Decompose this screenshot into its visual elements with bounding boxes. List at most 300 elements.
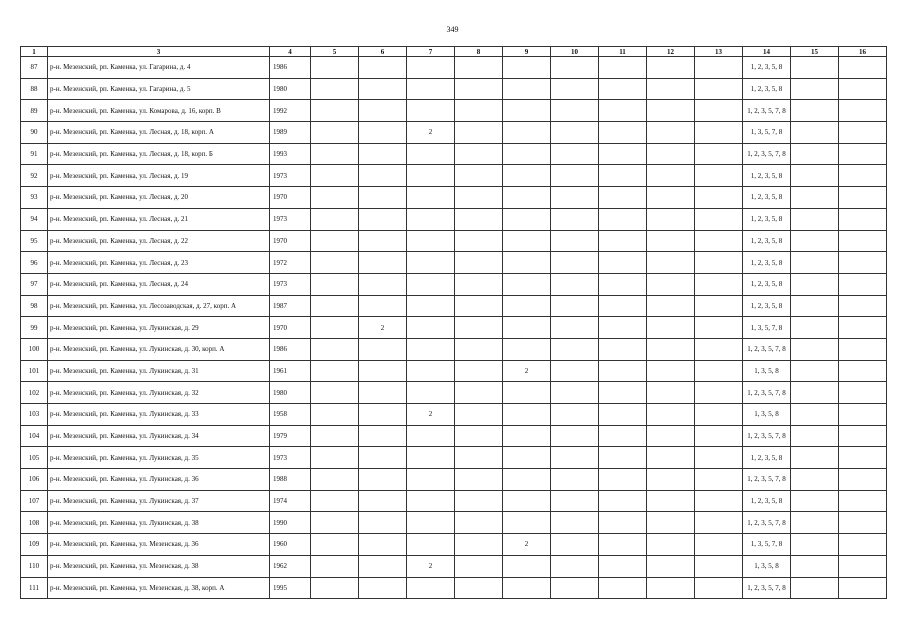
cell-c12 <box>647 555 695 577</box>
cell-c5 <box>311 490 359 512</box>
cell-c7 <box>407 512 455 534</box>
cell-c5 <box>311 165 359 187</box>
cell-c10 <box>551 295 599 317</box>
cell-c7 <box>407 295 455 317</box>
column-header-16: 16 <box>839 47 887 57</box>
cell-c13 <box>695 122 743 144</box>
cell-c6 <box>359 273 407 295</box>
cell-c11 <box>599 425 647 447</box>
cell-c16 <box>839 425 887 447</box>
cell-c14: 1, 2, 3, 5, 7, 8 <box>743 512 791 534</box>
cell-year: 1962 <box>270 555 311 577</box>
cell-c16 <box>839 469 887 491</box>
cell-c8 <box>455 512 503 534</box>
cell-c14: 1, 2, 3, 5, 7, 8 <box>743 143 791 165</box>
column-header-1: 1 <box>21 47 48 57</box>
cell-c16 <box>839 490 887 512</box>
cell-n: 104 <box>21 425 48 447</box>
column-header-8: 8 <box>455 47 503 57</box>
cell-c5 <box>311 187 359 209</box>
cell-c9 <box>503 425 551 447</box>
cell-c16 <box>839 143 887 165</box>
cell-c5 <box>311 208 359 230</box>
cell-c5 <box>311 534 359 556</box>
cell-c14: 1, 2, 3, 5, 8 <box>743 78 791 100</box>
cell-c13 <box>695 252 743 274</box>
cell-c7 <box>407 338 455 360</box>
table-row <box>21 187 887 209</box>
cell-c10 <box>551 230 599 252</box>
cell-c11 <box>599 230 647 252</box>
cell-year: 1973 <box>270 208 311 230</box>
cell-c11 <box>599 382 647 404</box>
cell-c13 <box>695 273 743 295</box>
cell-c14: 1, 2, 3, 5, 8 <box>743 208 791 230</box>
cell-c11 <box>599 57 647 79</box>
cell-c10 <box>551 187 599 209</box>
cell-c6 <box>359 555 407 577</box>
table-row <box>21 425 887 447</box>
table-row <box>21 577 887 599</box>
cell-year: 1986 <box>270 57 311 79</box>
cell-c16 <box>839 317 887 339</box>
cell-addr: р-н. Мезенский, рп. Каменка, ул. Лукинская, д. 37 <box>48 490 270 512</box>
table-row <box>21 404 887 426</box>
cell-c9 <box>503 469 551 491</box>
cell-addr: р-н. Мезенский, рп. Каменка, ул. Гагарина, д. 4 <box>48 57 270 79</box>
cell-c14: 1, 3, 5, 7, 8 <box>743 122 791 144</box>
cell-c9 <box>503 577 551 599</box>
cell-c9 <box>503 555 551 577</box>
cell-c11 <box>599 555 647 577</box>
cell-c12 <box>647 143 695 165</box>
cell-c16 <box>839 512 887 534</box>
cell-c7 <box>407 490 455 512</box>
cell-c5 <box>311 577 359 599</box>
cell-addr: р-н. Мезенский, рп. Каменка, ул. Лукинская, д. 36 <box>48 469 270 491</box>
cell-c10 <box>551 252 599 274</box>
cell-addr: р-н. Мезенский, рп. Каменка, ул. Лесная, д. 18, корп. А <box>48 122 270 144</box>
cell-c7 <box>407 165 455 187</box>
cell-n: 98 <box>21 295 48 317</box>
cell-n: 109 <box>21 534 48 556</box>
cell-c8 <box>455 317 503 339</box>
cell-c7 <box>407 187 455 209</box>
cell-c9: 2 <box>503 360 551 382</box>
cell-year: 1989 <box>270 122 311 144</box>
cell-c14: 1, 3, 5, 8 <box>743 555 791 577</box>
cell-n: 105 <box>21 447 48 469</box>
cell-addr: р-н. Мезенский, рп. Каменка, ул. Гагарина, д. 5 <box>48 78 270 100</box>
table-row <box>21 447 887 469</box>
cell-year: 1992 <box>270 100 311 122</box>
cell-c6 <box>359 100 407 122</box>
cell-c14: 1, 2, 3, 5, 7, 8 <box>743 382 791 404</box>
cell-c15 <box>791 382 839 404</box>
cell-c5 <box>311 447 359 469</box>
cell-addr: р-н. Мезенский, рп. Каменка, ул. Лесная, д. 24 <box>48 273 270 295</box>
cell-addr: р-н. Мезенский, рп. Каменка, ул. Мезенская, д. 38 <box>48 555 270 577</box>
cell-c14: 1, 3, 5, 7, 8 <box>743 317 791 339</box>
cell-c14: 1, 2, 3, 5, 8 <box>743 230 791 252</box>
cell-c7 <box>407 273 455 295</box>
cell-c13 <box>695 57 743 79</box>
cell-c13 <box>695 404 743 426</box>
cell-c10 <box>551 360 599 382</box>
cell-c5 <box>311 230 359 252</box>
cell-c16 <box>839 230 887 252</box>
cell-c11 <box>599 469 647 491</box>
cell-c5 <box>311 317 359 339</box>
table-row <box>21 512 887 534</box>
cell-c5 <box>311 78 359 100</box>
cell-c11 <box>599 100 647 122</box>
cell-c13 <box>695 295 743 317</box>
cell-c14: 1, 2, 3, 5, 8 <box>743 490 791 512</box>
cell-c6 <box>359 469 407 491</box>
cell-c10 <box>551 57 599 79</box>
cell-c7 <box>407 252 455 274</box>
cell-n: 100 <box>21 338 48 360</box>
cell-c5 <box>311 122 359 144</box>
cell-c8 <box>455 295 503 317</box>
cell-n: 106 <box>21 469 48 491</box>
cell-c12 <box>647 187 695 209</box>
table-body <box>21 57 887 599</box>
cell-c9: 2 <box>503 534 551 556</box>
column-header-13: 13 <box>695 47 743 57</box>
cell-c9 <box>503 273 551 295</box>
cell-c12 <box>647 273 695 295</box>
cell-c7 <box>407 100 455 122</box>
cell-c9 <box>503 78 551 100</box>
table-row <box>21 360 887 382</box>
cell-c6 <box>359 187 407 209</box>
cell-c6 <box>359 534 407 556</box>
cell-c5 <box>311 100 359 122</box>
cell-addr: р-н. Мезенский, рп. Каменка, ул. Лесная, д. 20 <box>48 187 270 209</box>
cell-c15 <box>791 230 839 252</box>
cell-c11 <box>599 252 647 274</box>
table-row <box>21 57 887 79</box>
cell-c13 <box>695 577 743 599</box>
table-row <box>21 469 887 491</box>
cell-c15 <box>791 447 839 469</box>
cell-year: 1973 <box>270 447 311 469</box>
cell-c11 <box>599 534 647 556</box>
cell-c7 <box>407 230 455 252</box>
cell-c11 <box>599 122 647 144</box>
cell-c9 <box>503 295 551 317</box>
cell-c8 <box>455 165 503 187</box>
cell-c13 <box>695 490 743 512</box>
cell-c5 <box>311 555 359 577</box>
cell-c16 <box>839 208 887 230</box>
cell-n: 90 <box>21 122 48 144</box>
cell-c5 <box>311 404 359 426</box>
cell-n: 89 <box>21 100 48 122</box>
cell-c15 <box>791 338 839 360</box>
cell-c7: 2 <box>407 122 455 144</box>
cell-c12 <box>647 360 695 382</box>
cell-c6 <box>359 78 407 100</box>
cell-c15 <box>791 404 839 426</box>
cell-c10 <box>551 555 599 577</box>
cell-c5 <box>311 295 359 317</box>
cell-c7 <box>407 317 455 339</box>
cell-c11 <box>599 143 647 165</box>
cell-year: 1986 <box>270 338 311 360</box>
cell-n: 88 <box>21 78 48 100</box>
cell-c11 <box>599 338 647 360</box>
cell-c10 <box>551 469 599 491</box>
cell-addr: р-н. Мезенский, рп. Каменка, ул. Лукинская, д. 29 <box>48 317 270 339</box>
cell-c9 <box>503 404 551 426</box>
cell-year: 1988 <box>270 469 311 491</box>
cell-c16 <box>839 165 887 187</box>
cell-c12 <box>647 208 695 230</box>
cell-c15 <box>791 317 839 339</box>
cell-c15 <box>791 252 839 274</box>
cell-c13 <box>695 534 743 556</box>
cell-c13 <box>695 230 743 252</box>
cell-c12 <box>647 490 695 512</box>
cell-c8 <box>455 252 503 274</box>
cell-c16 <box>839 577 887 599</box>
column-header-10: 10 <box>551 47 599 57</box>
cell-c15 <box>791 165 839 187</box>
cell-c13 <box>695 78 743 100</box>
cell-c10 <box>551 534 599 556</box>
cell-c13 <box>695 208 743 230</box>
cell-c13 <box>695 165 743 187</box>
table-row <box>21 100 887 122</box>
cell-c7 <box>407 425 455 447</box>
cell-c7 <box>407 534 455 556</box>
cell-c9 <box>503 100 551 122</box>
cell-c12 <box>647 165 695 187</box>
cell-c16 <box>839 273 887 295</box>
cell-c7 <box>407 57 455 79</box>
cell-n: 99 <box>21 317 48 339</box>
cell-c10 <box>551 122 599 144</box>
cell-year: 1973 <box>270 273 311 295</box>
cell-addr: р-н. Мезенский, рп. Каменка, ул. Лукинская, д. 34 <box>48 425 270 447</box>
cell-c13 <box>695 469 743 491</box>
cell-c16 <box>839 338 887 360</box>
column-header-3: 3 <box>48 47 270 57</box>
cell-c12 <box>647 382 695 404</box>
cell-c12 <box>647 338 695 360</box>
cell-year: 1979 <box>270 425 311 447</box>
cell-c10 <box>551 100 599 122</box>
cell-c6 <box>359 490 407 512</box>
cell-c11 <box>599 295 647 317</box>
cell-c15 <box>791 534 839 556</box>
cell-year: 1990 <box>270 512 311 534</box>
cell-c14: 1, 2, 3, 5, 8 <box>743 252 791 274</box>
cell-c7: 2 <box>407 555 455 577</box>
cell-c10 <box>551 404 599 426</box>
cell-c10 <box>551 143 599 165</box>
cell-c8 <box>455 382 503 404</box>
cell-n: 93 <box>21 187 48 209</box>
cell-year: 1980 <box>270 78 311 100</box>
table-row <box>21 208 887 230</box>
cell-n: 87 <box>21 57 48 79</box>
cell-c13 <box>695 100 743 122</box>
column-header-5: 5 <box>311 47 359 57</box>
cell-c6 <box>359 122 407 144</box>
cell-c6 <box>359 57 407 79</box>
cell-n: 95 <box>21 230 48 252</box>
cell-c10 <box>551 273 599 295</box>
cell-c14: 1, 2, 3, 5, 8 <box>743 447 791 469</box>
cell-c6 <box>359 165 407 187</box>
cell-c16 <box>839 122 887 144</box>
cell-c16 <box>839 187 887 209</box>
cell-n: 91 <box>21 143 48 165</box>
cell-c8 <box>455 208 503 230</box>
cell-c11 <box>599 447 647 469</box>
cell-c8 <box>455 469 503 491</box>
cell-year: 1970 <box>270 230 311 252</box>
cell-c13 <box>695 425 743 447</box>
cell-c16 <box>839 534 887 556</box>
cell-addr: р-н. Мезенский, рп. Каменка, ул. Мезенская, д. 38, корп. А <box>48 577 270 599</box>
cell-c11 <box>599 512 647 534</box>
cell-c8 <box>455 100 503 122</box>
column-header-12: 12 <box>647 47 695 57</box>
table-row <box>21 490 887 512</box>
cell-c5 <box>311 425 359 447</box>
cell-c14: 1, 2, 3, 5, 7, 8 <box>743 577 791 599</box>
cell-c8 <box>455 577 503 599</box>
cell-c15 <box>791 122 839 144</box>
cell-c15 <box>791 273 839 295</box>
cell-c6 <box>359 360 407 382</box>
cell-c7: 2 <box>407 404 455 426</box>
cell-c6 <box>359 425 407 447</box>
cell-c8 <box>455 187 503 209</box>
cell-c9 <box>503 57 551 79</box>
cell-addr: р-н. Мезенский, рп. Каменка, ул. Лукинская, д. 30, корп. А <box>48 338 270 360</box>
cell-c16 <box>839 295 887 317</box>
cell-c15 <box>791 425 839 447</box>
cell-c13 <box>695 555 743 577</box>
cell-c8 <box>455 534 503 556</box>
cell-c9 <box>503 143 551 165</box>
housing-table <box>20 46 887 599</box>
cell-c12 <box>647 57 695 79</box>
cell-c14: 1, 2, 3, 5, 8 <box>743 57 791 79</box>
cell-c12 <box>647 122 695 144</box>
cell-c10 <box>551 447 599 469</box>
cell-c8 <box>455 57 503 79</box>
cell-c12 <box>647 447 695 469</box>
table-row <box>21 143 887 165</box>
cell-c16 <box>839 404 887 426</box>
cell-c11 <box>599 273 647 295</box>
cell-c6 <box>359 230 407 252</box>
cell-c14: 1, 3, 5, 8 <box>743 404 791 426</box>
cell-c15 <box>791 187 839 209</box>
cell-c9 <box>503 122 551 144</box>
cell-c12 <box>647 404 695 426</box>
cell-c9 <box>503 252 551 274</box>
cell-c15 <box>791 512 839 534</box>
cell-c9 <box>503 317 551 339</box>
cell-c5 <box>311 143 359 165</box>
cell-c9 <box>503 187 551 209</box>
cell-c13 <box>695 382 743 404</box>
cell-c11 <box>599 490 647 512</box>
cell-c16 <box>839 360 887 382</box>
cell-c14: 1, 2, 3, 5, 8 <box>743 187 791 209</box>
cell-n: 110 <box>21 555 48 577</box>
column-header-6: 6 <box>359 47 407 57</box>
cell-c9 <box>503 512 551 534</box>
cell-c16 <box>839 252 887 274</box>
cell-n: 96 <box>21 252 48 274</box>
cell-c13 <box>695 512 743 534</box>
cell-c5 <box>311 469 359 491</box>
column-header-11: 11 <box>599 47 647 57</box>
cell-addr: р-н. Мезенский, рп. Каменка, ул. Лесная, д. 22 <box>48 230 270 252</box>
cell-c13 <box>695 143 743 165</box>
cell-addr: р-н. Мезенский, рп. Каменка, ул. Лесная, д. 18, корп. Б <box>48 143 270 165</box>
column-header-15: 15 <box>791 47 839 57</box>
cell-c15 <box>791 57 839 79</box>
cell-c5 <box>311 382 359 404</box>
cell-n: 102 <box>21 382 48 404</box>
table-row <box>21 273 887 295</box>
cell-c14: 1, 2, 3, 5, 7, 8 <box>743 425 791 447</box>
cell-year: 1993 <box>270 143 311 165</box>
cell-c14: 1, 2, 3, 5, 8 <box>743 273 791 295</box>
cell-c10 <box>551 165 599 187</box>
cell-n: 97 <box>21 273 48 295</box>
column-header-14: 14 <box>743 47 791 57</box>
cell-c12 <box>647 252 695 274</box>
cell-c6 <box>359 252 407 274</box>
cell-c7 <box>407 577 455 599</box>
cell-c7 <box>407 447 455 469</box>
cell-c12 <box>647 295 695 317</box>
cell-c6 <box>359 512 407 534</box>
cell-c5 <box>311 360 359 382</box>
cell-n: 111 <box>21 577 48 599</box>
cell-c12 <box>647 469 695 491</box>
cell-c11 <box>599 187 647 209</box>
cell-c15 <box>791 577 839 599</box>
cell-c10 <box>551 338 599 360</box>
cell-c7 <box>407 382 455 404</box>
cell-year: 1970 <box>270 317 311 339</box>
cell-year: 1970 <box>270 187 311 209</box>
cell-c6 <box>359 143 407 165</box>
cell-year: 1980 <box>270 382 311 404</box>
cell-c15 <box>791 360 839 382</box>
cell-c12 <box>647 512 695 534</box>
cell-c10 <box>551 512 599 534</box>
cell-c8 <box>455 230 503 252</box>
cell-c14: 1, 3, 5, 7, 8 <box>743 534 791 556</box>
cell-c13 <box>695 317 743 339</box>
table-row <box>21 252 887 274</box>
cell-c8 <box>455 122 503 144</box>
cell-c16 <box>839 57 887 79</box>
